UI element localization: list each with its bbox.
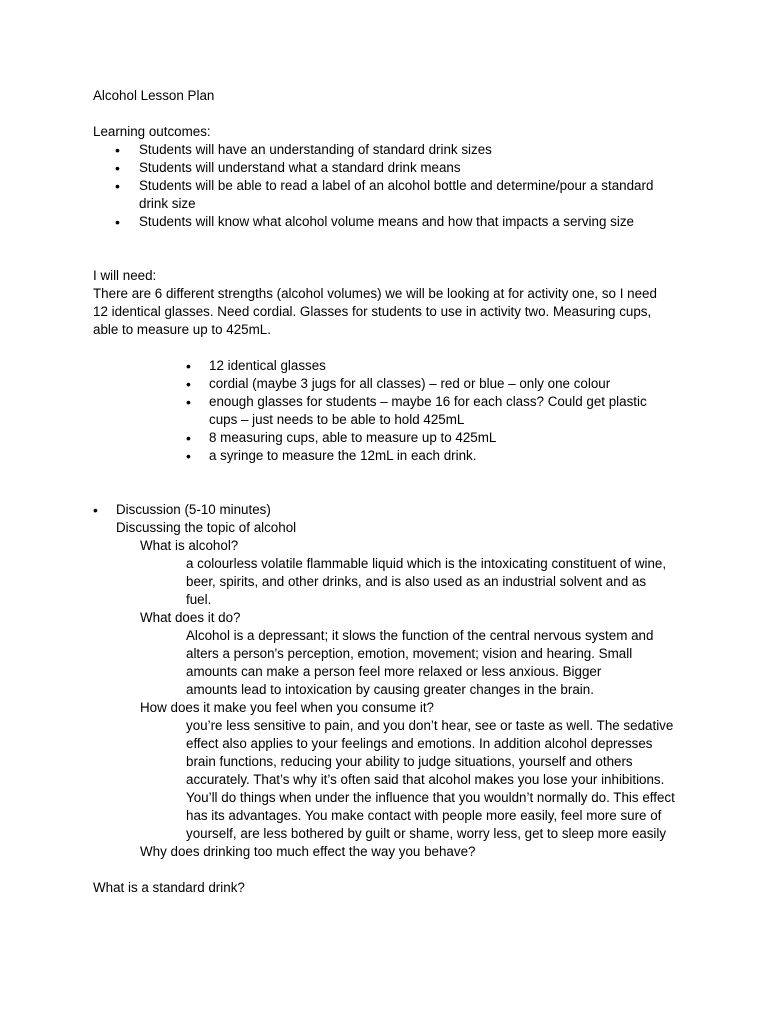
list-item: • Students will know what alcohol volume means and how that impacts a serving size <box>93 213 699 231</box>
needs-intro: There are 6 different strengths (alcohol volumes) we will be looking at for activity one, so I need 12 identical glasses. Need cordial. Glasses for students to use in activity two. Measuring cups, able to measure up to 425mL. <box>93 286 657 337</box>
answer-how-feel: you’re less sensitive to pain, and you don’t hear, see or taste as well. The sedative effect also applies to your feelings and emotions. In addition alcohol depresses brain functions, reducing your ability to judge situations, yourself and others accurately. That’s why it’s often said that alcohol makes you lose your inhibitions. You’ll do things when under the influence that you wouldn’t normally do. This effect has its advantages. You make contact with people more easily, feel more sure of yourself, are less bothered by guilt or shame, worry less, get to sleep more easily <box>186 718 675 841</box>
list-item: • 8 measuring cups, able to measure up to 425mL <box>186 429 693 447</box>
needs-heading: I will need: <box>93 268 157 283</box>
list-item: • Students will have an understanding of standard drink sizes <box>93 141 693 159</box>
answer-what-is-alcohol: a colourless volatile flammable liquid which is the intoxicating constituent of wine, beer, spirits, and other drinks, and is also used as an industrial solvent and as fuel. <box>186 556 667 607</box>
needs-list <box>186 357 693 465</box>
discussion-heading: • Discussion (5-10 minutes) <box>116 502 271 517</box>
list-item: • Students will understand what a standard drink means <box>93 159 693 177</box>
answer-what-does-it-do: Alcohol is a depressant; it slows the function of the central nervous system and alters a person's perception, emotion, movement; vision and hearing. Small amounts can make a person feel more relaxed or less anxious. Bigger amounts lead to intoxication by causing greater changes in the brain. <box>186 628 654 697</box>
outcomes-list <box>93 141 693 231</box>
question-drinking-effect: Why does drinking too much effect the way you behave? <box>140 844 476 859</box>
list-item: • Students will be able to read a label of an alcohol bottle and determine/pour a standard drink size <box>93 177 659 213</box>
discussion-item <box>93 501 693 861</box>
list-item: • cordial (maybe 3 jugs for all classes) – red or blue – only one colour <box>186 375 693 393</box>
list-item: • a syringe to measure the 12mL in each drink. <box>186 447 693 465</box>
discussion-topic: Discussing the topic of alcohol <box>116 520 297 535</box>
question-what-does-it-do: What does it do? <box>140 610 241 625</box>
outcomes-heading: Learning outcomes: <box>93 124 211 139</box>
question-how-feel: How does it make you feel when you consume it? <box>140 700 435 715</box>
standard-drink-heading: What is a standard drink? <box>93 880 245 895</box>
document-title: Alcohol Lesson Plan <box>93 88 215 103</box>
list-item: • 12 identical glasses <box>186 357 693 375</box>
list-item: • enough glasses for students – maybe 16 for each class? Could get plastic cups – just needs to be able to hold 425mL <box>186 393 669 429</box>
question-what-is-alcohol: What is alcohol? <box>140 538 239 553</box>
document-body <box>93 87 693 897</box>
discussion-list <box>93 501 693 861</box>
